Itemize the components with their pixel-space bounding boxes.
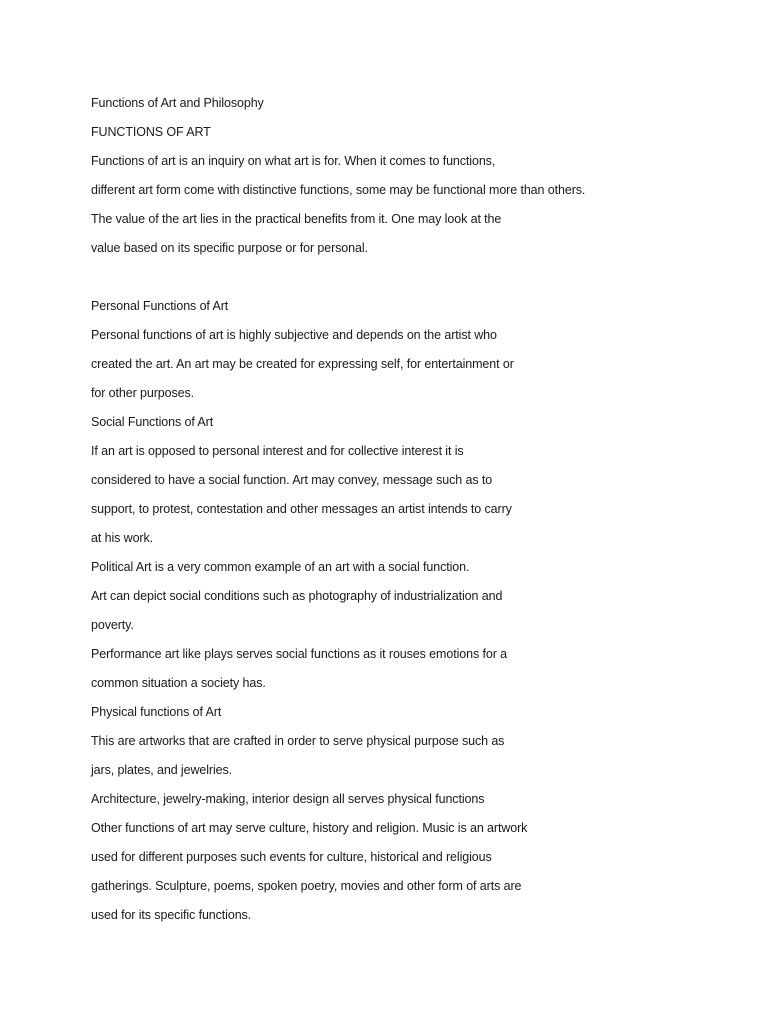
section-heading-social: Social Functions of Art [91, 415, 214, 429]
document-title: Functions of Art and Philosophy [91, 96, 264, 110]
document-body [91, 93, 731, 934]
text-line: The value of the art lies in the practical benefits from it. One may look at the [91, 212, 502, 226]
text-line: common situation a society has. [91, 676, 266, 690]
text-line: used for its specific functions. [91, 908, 252, 922]
blank-line [91, 267, 731, 296]
text-line: at his work. [91, 531, 154, 545]
text-line: Functions of art is an inquiry on what art is for. When it comes to functions, [91, 154, 496, 168]
text-line: Other functions of art may serve culture, history and religion. Music is an artwork [91, 821, 528, 835]
text-line: Political Art is a very common example of an art with a social function. [91, 560, 470, 574]
text-line: support, to protest, contestation and other messages an artist intends to carry [91, 502, 512, 516]
text-line: poverty. [91, 618, 134, 632]
text-line: used for different purposes such events for culture, historical and religious [91, 850, 492, 864]
text-line: value based on its specific purpose or for personal. [91, 241, 368, 255]
text-line: gatherings. Sculpture, poems, spoken poetry, movies and other form of arts are [91, 879, 522, 893]
text-line: for other purposes. [91, 386, 195, 400]
text-line: different art form come with distinctive functions, some may be functional more than others. [91, 183, 586, 197]
text-line: Performance art like plays serves social functions as it rouses emotions for a [91, 647, 507, 661]
text-line: If an art is opposed to personal interest and for collective interest it is [91, 444, 464, 458]
section-heading-physical: Physical functions of Art [91, 705, 222, 719]
section-heading-functions-of-art: FUNCTIONS OF ART [91, 125, 211, 139]
text-line: Personal functions of art is highly subjective and depends on the artist who [91, 328, 497, 342]
text-line: considered to have a social function. Art may convey, message such as to [91, 473, 493, 487]
text-line: jars, plates, and jewelries. [91, 763, 233, 777]
text-line: This are artworks that are crafted in order to serve physical purpose such as [91, 734, 505, 748]
text-line: created the art. An art may be created for expressing self, for entertainment or [91, 357, 514, 371]
text-line: Architecture, jewelry-making, interior design all serves physical functions [91, 792, 485, 806]
text-line: Art can depict social conditions such as photography of industrialization and [91, 589, 503, 603]
section-heading-personal: Personal Functions of Art [91, 299, 229, 313]
